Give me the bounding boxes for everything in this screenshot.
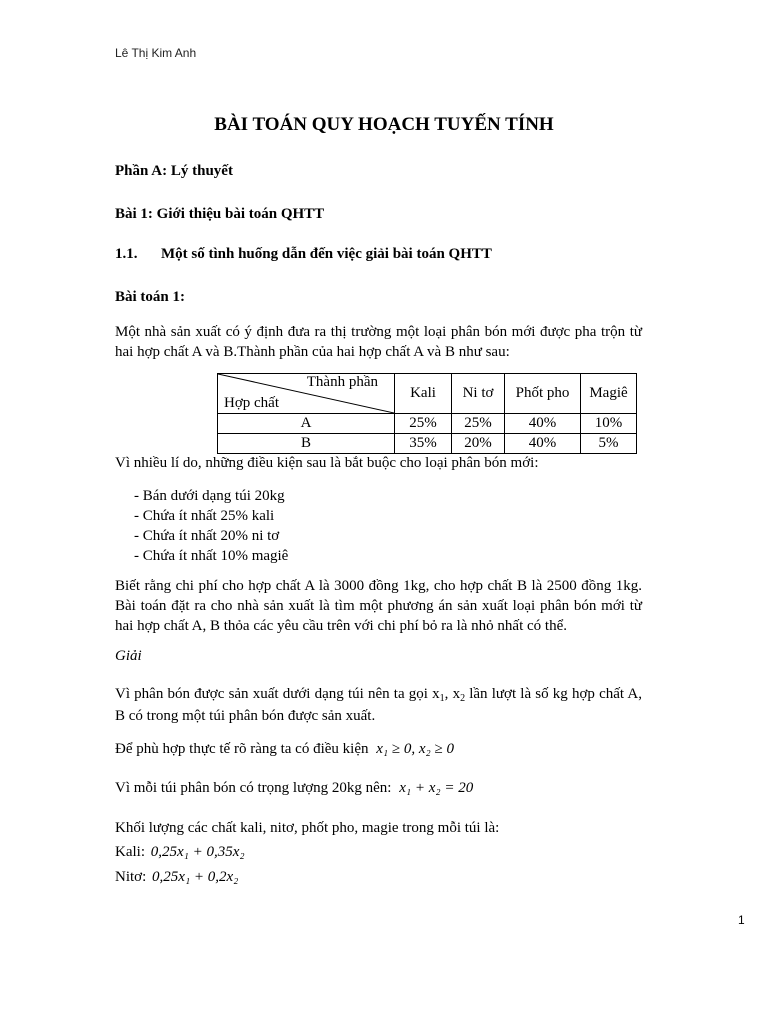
corner-top-label: Thành phần bbox=[306, 374, 378, 390]
kali-line bbox=[115, 844, 245, 861]
solution-text-c: lần lượt là số kg hợp chất A, B có trong một túi phân bón được sản xuất. bbox=[115, 686, 642, 724]
nonnegativity-formula: x₁ ≥ 0, x₂ ≥ 0 bbox=[376, 741, 454, 757]
subscript-1: 1 bbox=[439, 693, 445, 704]
conditions-list bbox=[134, 486, 288, 566]
table-row bbox=[218, 414, 637, 434]
column-header: Kali bbox=[395, 374, 452, 414]
table-cell: 25% bbox=[452, 414, 505, 434]
author-header: Lê Thị Kim Anh bbox=[115, 46, 197, 60]
intro-paragraph: Một nhà sản xuất có ý định đưa ra thị trường một loại phân bón mới được pha trộn từ hai hợp chất A và B.Thành phần của hai hợp chất A và B như sau: bbox=[115, 324, 642, 360]
table-cell: 40% bbox=[505, 434, 581, 454]
solution-paragraph-1 bbox=[115, 683, 642, 727]
column-header: Magiê bbox=[581, 374, 637, 414]
part-heading: Phần A: Lý thuyết bbox=[115, 163, 233, 179]
table-cell: 25% bbox=[395, 414, 452, 434]
column-header: Ni tơ bbox=[452, 374, 505, 414]
weight-text: Vì mỗi túi phân bón có trọng lượng 20kg nên: bbox=[115, 780, 392, 796]
table-row bbox=[218, 434, 637, 454]
table-corner-cell bbox=[218, 374, 395, 414]
solution-paragraph-4: Khối lượng các chất kali, nitơ, phốt pho, magie trong mỗi túi là: bbox=[115, 820, 500, 836]
row-label: A bbox=[218, 414, 395, 434]
table-cell: 5% bbox=[581, 434, 637, 454]
nito-label: Nitơ: bbox=[115, 869, 147, 885]
column-header: Phốt pho bbox=[505, 374, 581, 414]
section-number: 1.1. bbox=[115, 246, 138, 262]
nito-line bbox=[115, 869, 238, 886]
list-item: - Chứa ít nhất 10% magiê bbox=[134, 548, 289, 564]
kali-formula: 0,25x₁ + 0,35x₂ bbox=[150, 844, 245, 860]
list-item: - Chứa ít nhất 25% kali bbox=[134, 508, 275, 524]
table-cell: 40% bbox=[505, 414, 581, 434]
section-heading bbox=[115, 246, 492, 263]
table-cell: 10% bbox=[581, 414, 637, 434]
table-cell: 20% bbox=[452, 434, 505, 454]
section-title: Một số tình huống dẫn đến việc giải bài toán QHTT bbox=[161, 246, 492, 262]
conditions-intro: Vì nhiều lí do, những điều kiện sau là bắt buộc cho loại phân bón mới: bbox=[115, 455, 539, 471]
nito-formula: 0,25x₁ + 0,2x₂ bbox=[152, 869, 239, 885]
weight-formula: x₁ + x₂ = 20 bbox=[399, 780, 474, 796]
kali-label: Kali: bbox=[115, 844, 145, 860]
solution-paragraph-2 bbox=[115, 741, 454, 758]
lesson-heading: Bài 1: Giới thiệu bài toán QHTT bbox=[115, 206, 325, 222]
composition-table bbox=[217, 373, 637, 454]
solution-text-b: , x bbox=[444, 686, 461, 702]
solution-text-a: Vì phân bón được sản xuất dưới dạng túi nên ta gọi x bbox=[115, 686, 440, 702]
problem-heading: Bài toán 1: bbox=[115, 289, 186, 305]
subscript-2: 2 bbox=[460, 693, 466, 704]
page-number: 1 bbox=[738, 913, 745, 927]
solution-paragraph-3 bbox=[115, 780, 473, 797]
condition-text: Để phù hợp thực tế rõ ràng ta có điều kiện bbox=[115, 741, 369, 757]
list-item: - Bán dưới dạng túi 20kg bbox=[134, 488, 285, 504]
table-cell: 35% bbox=[395, 434, 452, 454]
solution-label: Giải bbox=[115, 648, 142, 664]
page-title: BÀI TOÁN QUY HOẠCH TUYẾN TÍNH bbox=[214, 114, 554, 135]
row-label: B bbox=[218, 434, 395, 454]
list-item: - Chứa ít nhất 20% ni tơ bbox=[134, 528, 280, 544]
corner-bottom-label: Hợp chất bbox=[224, 395, 279, 411]
cost-paragraph: Biết rằng chi phí cho hợp chất A là 3000 đồng 1kg, cho hợp chất B là 2500 đồng 1kg. Bài toán đặt ra cho nhà sản xuất là tìm một phương án sản xuất loại phân bón mới từ hai hợp chất A, B thỏa các yêu cầu trên với chi phí bỏ ra là nhỏ nhất có thể. bbox=[115, 578, 642, 634]
